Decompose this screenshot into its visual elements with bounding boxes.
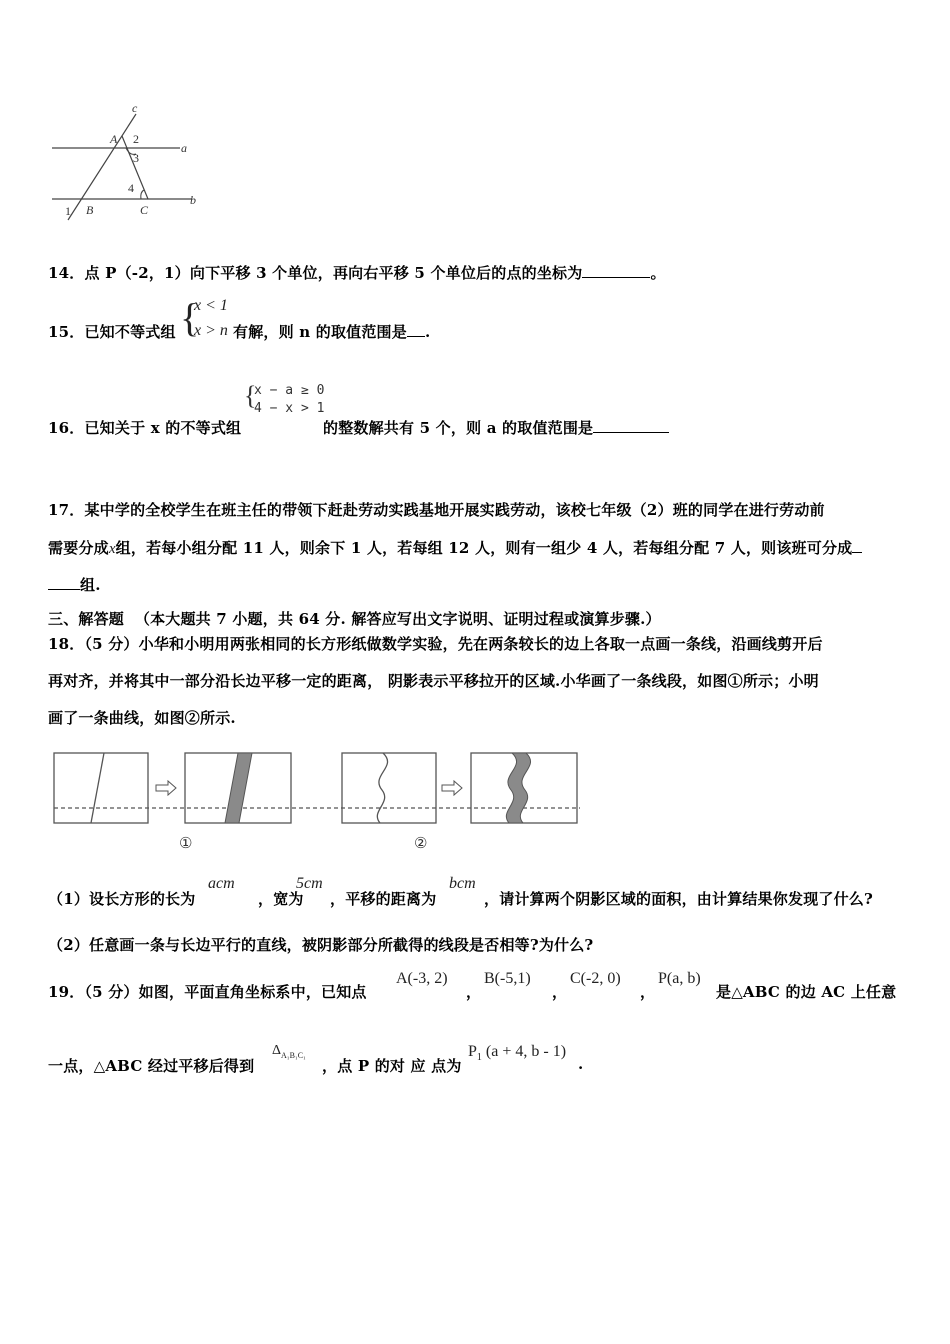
label-a: a bbox=[181, 141, 187, 155]
question-19-end: . bbox=[578, 1055, 584, 1073]
point-A: A(-3, 2) bbox=[396, 970, 448, 987]
question-18-sub1-b: ，宽为 bbox=[258, 890, 304, 908]
figure-label-1: ① bbox=[179, 836, 193, 852]
triangle-a1b1c1: $\Delta_{A_1B_1C_1}$ bbox=[272, 1043, 306, 1060]
question-18-sub1: （1）设长方形的长为 bbox=[48, 890, 196, 908]
question-16-tail: 的整数解共有 5 个，则 a 的取值范围是 bbox=[323, 417, 669, 438]
label-A: A bbox=[110, 132, 118, 146]
question-19-line1: 19．（5 分）如图，平面直角坐标系中，已知点 bbox=[48, 983, 367, 1001]
sep-1: ， bbox=[466, 983, 482, 1001]
question-15-tail: 有解，则 n 的取值范围是 . bbox=[233, 323, 431, 341]
question-18-line3: 画了一条曲线，如图②所示. bbox=[48, 709, 236, 727]
question-15: 15．已知不等式组 bbox=[48, 323, 176, 341]
label-b: b bbox=[190, 193, 196, 207]
answer-blank-17b bbox=[48, 575, 80, 590]
system-15-line1: x < 1 bbox=[194, 297, 228, 314]
label-B: B bbox=[86, 203, 94, 217]
system-16-brace: { bbox=[244, 381, 257, 410]
label-1: 1 bbox=[65, 204, 71, 218]
brace-15: { bbox=[180, 295, 200, 340]
width-5cm: 5cm bbox=[296, 875, 323, 892]
label-c: c bbox=[132, 101, 138, 115]
paper-translation-figures bbox=[40, 745, 590, 855]
question-17-line2: 需要分成x组，若每小组分配 11 人，则余下 1 人，若每组 12 人，则有一组少 4 人，若每组分配 7 人，则该班可分成 bbox=[48, 537, 862, 558]
answer-blank-15 bbox=[407, 322, 425, 337]
point-C: C(-2, 0) bbox=[570, 970, 621, 987]
answer-blank-16 bbox=[593, 418, 669, 433]
label-2: 2 bbox=[133, 132, 139, 146]
answer-blank-17a bbox=[852, 538, 862, 553]
system-16-line2: 4 − x > 1 bbox=[254, 401, 325, 416]
line-c bbox=[68, 114, 136, 220]
question-19-line1-tail: 是△ABC 的边 AC 上任意 bbox=[716, 983, 897, 1001]
question-18-line1: 18．（5 分）小华和小明用两张相同的长方形纸做数学实验，先在两条较长的边上各取一点画一条线，沿画线剪开后 bbox=[48, 635, 823, 653]
point-B: B(-5,1) bbox=[484, 970, 531, 987]
question-18-sub1-d: ，请计算两个阴影区域的面积，由计算结果你发现了什么? bbox=[484, 890, 873, 908]
question-19-line2-b: ，点 P 的对 应 点为 bbox=[322, 1057, 462, 1075]
arrow-icon bbox=[156, 781, 176, 795]
system-15-line2: x > n bbox=[194, 322, 228, 339]
label-C: C bbox=[140, 203, 149, 217]
answer-blank-14 bbox=[582, 263, 650, 278]
question-19-line2: 一点，△ABC 经过平移后得到 bbox=[48, 1057, 255, 1075]
shaded-band-1 bbox=[225, 753, 252, 823]
system-16-line1: x − a ≥ 0 bbox=[254, 383, 325, 398]
question-18-sub2: （2）任意画一条与长边平行的直线，被阴影部分所截得的线段是否相等?为什么? bbox=[48, 936, 594, 954]
figure-label-2: ② bbox=[414, 836, 428, 852]
sep-2: ， bbox=[552, 983, 568, 1001]
shaded-band-2 bbox=[506, 753, 530, 823]
label-4: 4 bbox=[128, 181, 134, 195]
question-16: 16．已知关于 x 的不等式组 bbox=[48, 419, 242, 437]
angle-arc-4 bbox=[141, 190, 144, 199]
question-18-line2: 再对齐，并将其中一部分沿长边平移一定的距离， 阴影表示平移拉开的区域.小华画了一条线段，如图①所示；小明 bbox=[48, 672, 819, 690]
section-3-heading: 三、解答题 （本大题共 7 小题，共 64 分. 解答应写出文字说明、证明过程或演算步骤.） bbox=[48, 610, 661, 628]
curve-2-original bbox=[377, 753, 387, 823]
question-17-line3: 组. bbox=[48, 574, 101, 595]
distance-bcm: bcm bbox=[449, 875, 476, 892]
rect-2-original bbox=[342, 753, 436, 823]
label-3: 3 bbox=[133, 151, 139, 165]
length-acm: acm bbox=[208, 875, 235, 892]
segment-1-original bbox=[91, 753, 104, 823]
point-P1: $P_1$ (a + 4, b - 1) bbox=[468, 1043, 567, 1063]
question-14: 14．点 P（-2，1）向下平移 3 个单位，再向右平移 5 个单位后的点的坐标为 。 bbox=[48, 264, 666, 282]
rect-1-original bbox=[54, 753, 148, 823]
parallel-lines-figure bbox=[40, 100, 210, 225]
question-18-sub1-c: ，平移的距离为 bbox=[330, 890, 437, 908]
question-17-line1: 17．某中学的全校学生在班主任的带领下赶赴劳动实践基地开展实践劳动，该校七年级（2）班的同学在进行劳动前 bbox=[48, 501, 825, 519]
sep-3: ， bbox=[640, 983, 656, 1001]
arrow-icon bbox=[442, 781, 462, 795]
point-P: P(a, b) bbox=[658, 970, 701, 987]
